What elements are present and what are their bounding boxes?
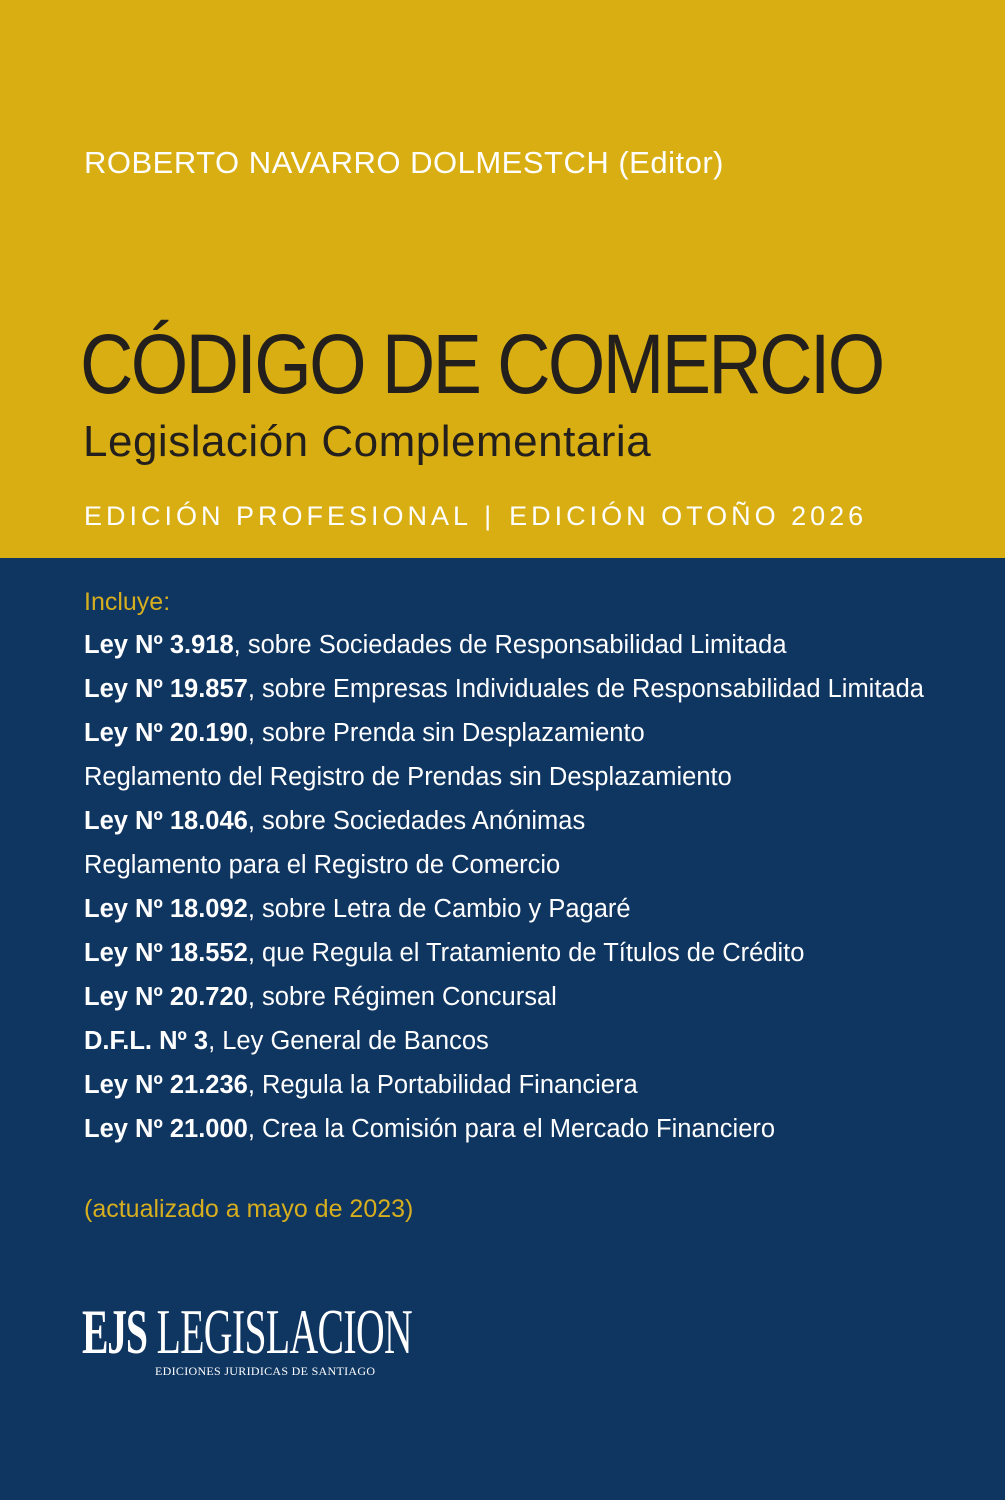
law-description: Reglamento del Registro de Prendas sin Desplazamiento [84, 763, 732, 791]
list-item [84, 1026, 934, 1056]
includes-label: Incluye: [84, 588, 171, 616]
list-item [84, 630, 934, 660]
law-number: Ley Nº 18.046 [84, 807, 248, 835]
publisher-subtitle: EDICIONES JURIDICAS DE SANTIAGO [155, 1364, 376, 1378]
law-description: , sobre Prenda sin Desplazamiento [247, 719, 645, 747]
publisher-logo-mark: EJS [82, 1296, 147, 1367]
list-item [84, 674, 934, 704]
cover-top-band [0, 0, 1005, 558]
list-item [84, 938, 934, 968]
law-description: , Ley General de Bancos [208, 1027, 489, 1055]
publisher-logo [82, 1296, 622, 1378]
list-item [84, 718, 934, 748]
law-description: , sobre Empresas Individuales de Responsabilidad Limitada [247, 675, 924, 703]
included-laws-list [84, 630, 934, 1158]
law-description: , sobre Sociedades Anónimas [247, 807, 586, 835]
law-number: Ley Nº 18.092 [84, 895, 248, 923]
editor-name: ROBERTO NAVARRO DOLMESTCH (Editor) [84, 145, 724, 180]
publisher-logo-text [82, 1296, 417, 1367]
law-description: , sobre Régimen Concursal [247, 983, 557, 1011]
law-number: Ley Nº 20.190 [84, 719, 248, 747]
list-item [84, 1114, 934, 1144]
list-item [84, 982, 934, 1012]
list-item [84, 850, 934, 880]
edition-separator: | [484, 501, 496, 531]
list-item [84, 1070, 934, 1100]
book-subtitle: Legislación Complementaria [83, 417, 652, 466]
law-description: , que Regula el Tratamiento de Títulos de Crédito [247, 939, 805, 967]
edition-type: EDICIÓN PROFESIONAL [84, 501, 473, 531]
edition-season: EDICIÓN OTOÑO 2026 [509, 501, 868, 531]
law-number: Ley Nº 21.236 [84, 1071, 248, 1099]
list-item [84, 894, 934, 924]
edition-line [84, 503, 867, 530]
law-description: , sobre Sociedades de Responsabilidad Limitada [233, 631, 787, 659]
law-number: Ley Nº 3.918 [84, 631, 234, 659]
law-description: , Crea la Comisión para el Mercado Financiero [247, 1115, 776, 1143]
list-item [84, 806, 934, 836]
publisher-logo-word: LEGISLACION [156, 1296, 413, 1367]
law-description: , sobre Letra de Cambio y Pagaré [247, 895, 631, 923]
law-description: , Regula la Portabilidad Financiera [247, 1071, 638, 1099]
update-note: (actualizado a mayo de 2023) [84, 1195, 414, 1223]
book-title: CÓDIGO DE COMERCIO [80, 317, 883, 411]
law-number: D.F.L. Nº 3 [84, 1027, 209, 1055]
law-number: Ley Nº 20.720 [84, 983, 248, 1011]
law-number: Ley Nº 19.857 [84, 675, 248, 703]
list-item [84, 762, 934, 792]
law-description: Reglamento para el Registro de Comercio [84, 851, 561, 879]
law-number: Ley Nº 21.000 [84, 1115, 248, 1143]
law-number: Ley Nº 18.552 [84, 939, 248, 967]
